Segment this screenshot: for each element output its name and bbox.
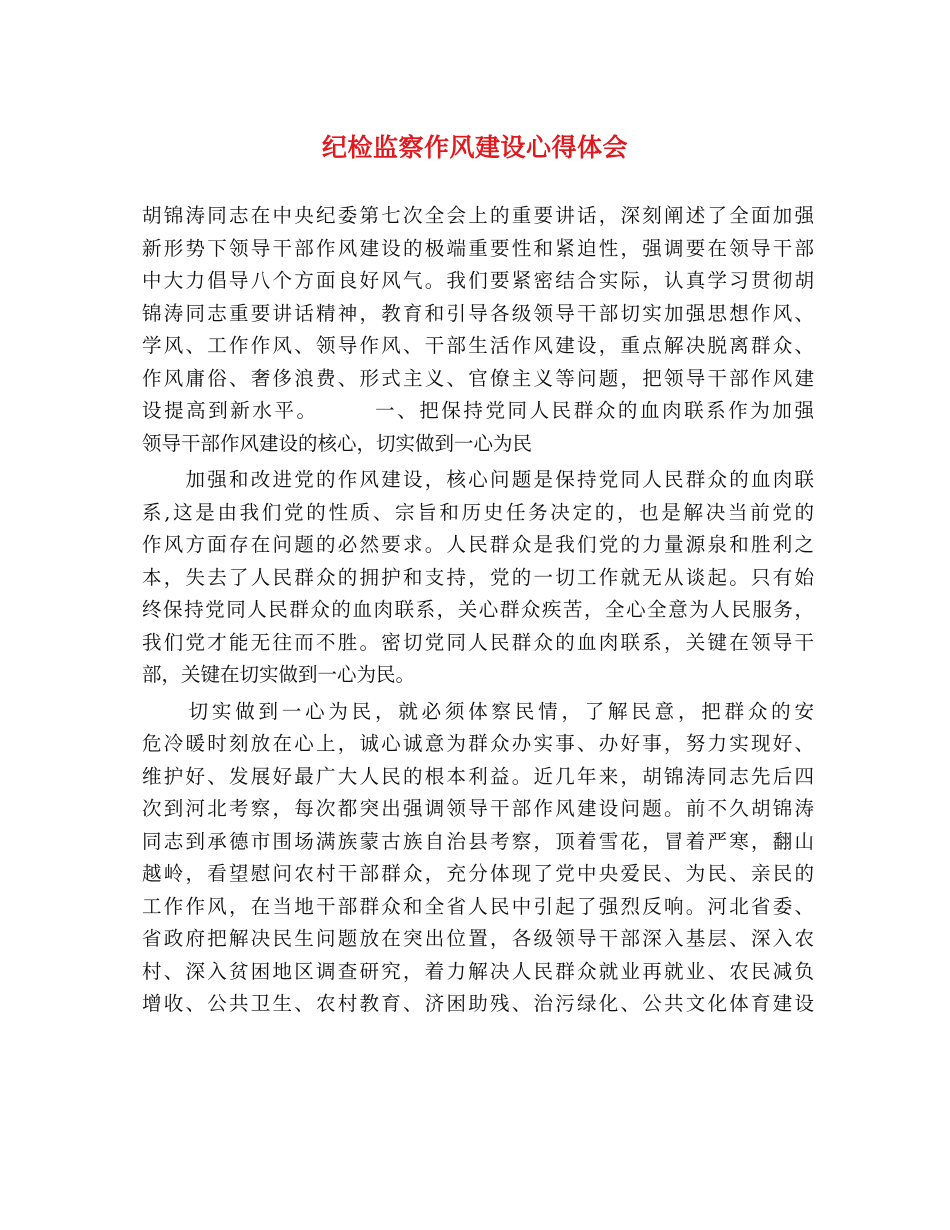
- text-line: 胡锦涛同志在中央纪委第七次全会上的重要讲话，深刻阐述了全面加强: [142, 204, 814, 227]
- text-line: 中大力倡导八个方面良好风气。我们要紧密结合实际，认真学习贯彻胡: [142, 269, 814, 292]
- text-line: 本，失去了人民群众的拥护和支持，党的一切工作就无从谈起。只有始: [142, 565, 814, 589]
- text-line: 维护好、发展好最广大人民的根本利益。近几年来，胡锦涛同志先后四: [142, 764, 814, 788]
- text-line: 作风方面存在问题的必然要求。人民群众是我们党的力量源泉和胜利之: [142, 533, 814, 556]
- text-line: 作风庸俗、奢侈浪费、形式主义、官僚主义等问题，把领导干部作风建: [142, 366, 814, 390]
- paragraph-3: [142, 696, 814, 1021]
- text-line: 终保持党同人民群众的血肉联系，关心群众疾苦，全心全意为人民服务，: [142, 598, 814, 621]
- text-line: 次到河北考察，每次都突出强调领导干部作风建设问题。前不久胡锦涛: [142, 797, 814, 820]
- text-line: 越岭，看望慰问农村干部群众，充分体现了党中央爱民、为民、亲民的: [142, 862, 814, 885]
- document-body: [142, 200, 814, 1021]
- text-line: 我们党才能无往而不胜。密切党同人民群众的血肉联系，关键在领导干: [142, 630, 814, 654]
- paragraph-1: [142, 200, 814, 460]
- text-line: 村、深入贫困地区调查研究，着力解决人民群众就业再就业、农民减负: [142, 959, 814, 983]
- text-line: 危冷暖时刻放在心上，诚心诚意为群众办实事、办好事，努力实现好、: [142, 732, 814, 755]
- text-line: 增收、公共卫生、农村教育、济困助残、治污绿化、公共文化体育建设: [142, 992, 814, 1015]
- text-line: 工作作风，在当地干部群众和全省人民中引起了强烈反响。河北省委、: [142, 894, 814, 918]
- text-line: 锦涛同志重要讲话精神，教育和引导各级领导干部切实加强思想作风、: [142, 301, 814, 325]
- text-line: 部，关键在切实做到一心为民。: [142, 663, 416, 686]
- text-line: 同志到承德市围场满族蒙古族自治县考察，顶着雪花，冒着严寒，翻山: [142, 829, 814, 853]
- text-line: 系,这是由我们党的性质、宗旨和历史任务决定的，也是解决当前党的: [142, 500, 814, 524]
- text-line: 领导干部作风建设的核心，切实做到一心为民: [142, 431, 533, 455]
- text-line: 加强和改进党的作风建设，核心问题是保持党同人民群众的血肉联: [142, 468, 814, 491]
- text-line: 学风、工作作风、领导作风、干部生活作风建设，重点解决脱离群众、: [142, 334, 814, 357]
- paragraph-2: [142, 464, 814, 692]
- text-line: 设提高到新水平。 一、把保持党同人民群众的血肉联系作为加强: [142, 399, 814, 422]
- text-line: 新形势下领导干部作风建设的极端重要性和紧迫性，强调要在领导干部: [142, 236, 814, 260]
- text-line: 省政府把解决民生问题放在突出位置，各级领导干部深入基层、深入农: [142, 927, 814, 950]
- document-title: 纪检监察作风建设心得体会: [321, 133, 628, 162]
- text-line: 切实做到一心为民，就必须体察民情，了解民意，把群众的安: [142, 699, 814, 723]
